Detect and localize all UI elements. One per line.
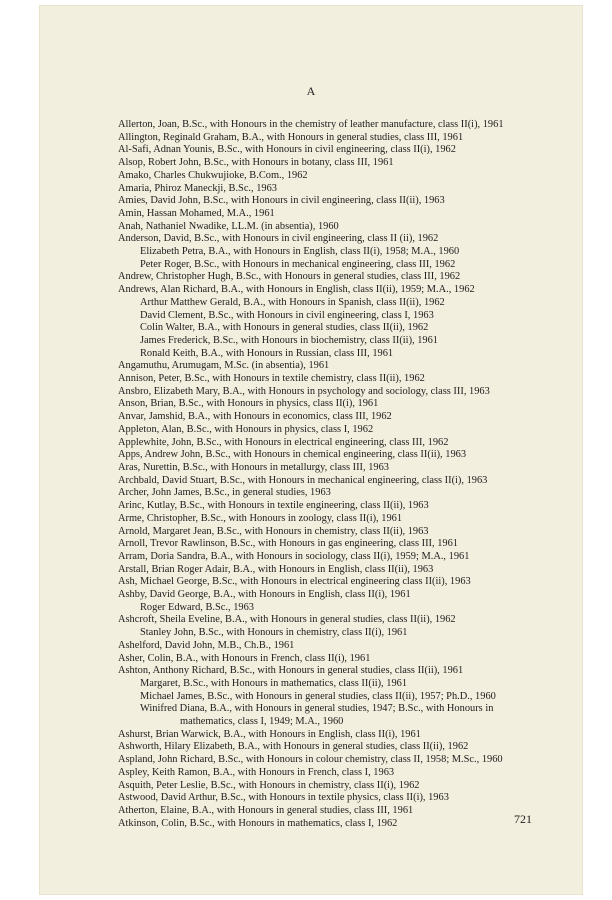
- list-item: Ash, Michael George, B.Sc., with Honours in electrical engineering class II(ii), 1963: [118, 576, 471, 588]
- list-item: Applewhite, John, B.Sc., with Honours in electrical engineering, class III, 1962: [118, 436, 449, 448]
- list-item: Ashelford, David John, M.B., Ch.B., 1961: [118, 639, 295, 651]
- document-page: [40, 6, 582, 894]
- sub-entry: Stanley John, B.Sc., with Honours in chemistry, class II(i), 1961: [140, 627, 408, 639]
- list-item: Arme, Christopher, B.Sc., with Honours in zoology, class II(i), 1961: [118, 512, 403, 524]
- list-item: Aspland, John Richard, B.Sc., with Honours in colour chemistry, class II, 1958; M.Sc., 1960: [118, 754, 503, 766]
- sub-entry: Roger Edward, B.Sc., 1963: [140, 601, 254, 613]
- list-item: Atkinson, Colin, B.Sc., with Honours in mathematics, class I, 1962: [118, 817, 398, 829]
- list-item: Appleton, Alan, B.Sc., with Honours in physics, class I, 1962: [118, 423, 374, 435]
- list-item: Anvar, Jamshid, B.A., with Honours in economics, class III, 1962: [118, 411, 392, 423]
- list-item: Ashcroft, Sheila Eveline, B.A., with Honours in general studies, class II(ii), 1962: [118, 614, 456, 626]
- list-item: Amaria, Phiroz Maneckji, B.Sc., 1963: [118, 182, 278, 194]
- list-item: Alsop, Robert John, B.Sc., with Honours in botany, class III, 1961: [118, 157, 394, 169]
- list-item: Apps, Andrew John, B.Sc., with Honours in chemical engineering, class II(ii), 1963: [118, 449, 467, 461]
- list-item: Asher, Colin, B.A., with Honours in French, class II(i), 1961: [118, 652, 371, 664]
- list-item: Atherton, Elaine, B.A., with Honours in general studies, class III, 1961: [118, 804, 414, 816]
- sub-entry: David Clement, B.Sc., with Honours in civil engineering, class I, 1963: [140, 309, 434, 321]
- list-item: Anderson, David, B.Sc., with Honours in civil engineering, class II (ii), 1962: [118, 233, 439, 245]
- list-item: Amies, David John, B.Sc., with Honours in civil engineering, class II(ii), 1963: [118, 195, 445, 207]
- list-item: Arram, Doria Sandra, B.A., with Honours in sociology, class II(i), 1959; M.A., 1961: [118, 550, 470, 562]
- list-item: Anson, Brian, B.Sc., with Honours in physics, class II(i), 1961: [118, 398, 379, 410]
- register-entries: [118, 119, 550, 830]
- sub-entry: Michael James, B.Sc., with Honours in general studies, class II(ii), 1957; Ph.D., 1960: [140, 690, 496, 702]
- list-item: Annison, Peter, B.Sc., with Honours in textile chemistry, class II(ii), 1962: [118, 373, 425, 385]
- list-item: Amin, Hassan Mohamed, M.A., 1961: [118, 207, 275, 219]
- list-item: Ansbro, Elizabeth Mary, B.A., with Honours in psychology and sociology, class III, 1963: [118, 385, 490, 397]
- sub-entry: Peter Roger, B.Sc., with Honours in mechanical engineering, class III, 1962: [140, 258, 456, 270]
- list-item: Aras, Nurettin, B.Sc., with Honours in metallurgy, class III, 1963: [118, 461, 389, 473]
- list-item: Arinc, Kutlay, B.Sc., with Honours in textile engineering, class II(ii), 1963: [118, 500, 429, 512]
- list-item: Arstall, Brian Roger Adair, B.A., with Honours in English, class II(ii), 1963: [118, 563, 434, 575]
- list-item: Aspley, Keith Ramon, B.A., with Honours in French, class I, 1963: [118, 766, 395, 778]
- sub-entry: James Frederick, B.Sc., with Honours in biochemistry, class II(ii), 1961: [140, 334, 439, 346]
- page-number: 721: [514, 812, 532, 826]
- sub-entry: Margaret, B.Sc., with Honours in mathematics, class II(ii), 1961: [140, 677, 408, 689]
- list-item: Amako, Charles Chukwujioke, B.Com., 1962: [118, 169, 308, 181]
- list-item: Astwood, David Arthur, B.Sc., with Honours in textile physics, class II(i), 1963: [118, 792, 449, 804]
- list-item: Ashworth, Hilary Elizabeth, B.A., with Honours in general studies, class II(ii), 1962: [118, 741, 469, 753]
- sub-entry: Winifred Diana, B.A., with Honours in general studies, 1947; B.Sc., with Honours in mathematics, class I, 1949; M.A., 1960: [140, 703, 494, 728]
- list-item: Andrew, Christopher Hugh, B.Sc., with Honours in general studies, class III, 1962: [118, 271, 461, 283]
- list-item: Andrews, Alan Richard, B.A., with Honours in English, class II(ii), 1959; M.A., 1962: [118, 284, 475, 296]
- list-item: Ashton, Anthony Richard, B.Sc., with Honours in general studies, class II(ii), 1961: [118, 665, 464, 677]
- list-item: Allerton, Joan, B.Sc., with Honours in the chemistry of leather manufacture, class II(i), 1961: [118, 119, 504, 130]
- sub-entry: Ronald Keith, B.A., with Honours in Russian, class III, 1961: [140, 347, 394, 359]
- list-item: Ashby, David George, B.A., with Honours in English, class II(i), 1961: [118, 589, 411, 601]
- sub-entry: Elizabeth Petra, B.A., with Honours in English, class II(i), 1958; M.A., 1960: [140, 246, 460, 258]
- list-item: Angamuthu, Arumugam, M.Sc. (in absentia), 1961: [118, 360, 330, 372]
- list-item: Asquith, Peter Leslie, B.Sc., with Honours in chemistry, class II(i), 1962: [118, 779, 420, 791]
- list-item: Archer, John James, B.Sc., in general studies, 1963: [118, 487, 331, 499]
- list-item: Ashurst, Brian Warwick, B.A., with Honours in English, class II(i), 1961: [118, 728, 421, 740]
- sub-entry: Colin Walter, B.A., with Honours in general studies, class II(ii), 1962: [140, 322, 429, 334]
- section-letter: A: [306, 84, 316, 98]
- list-item: Al-Safi, Adnan Younis, B.Sc., with Honours in civil engineering, class II(i), 1962: [118, 144, 456, 156]
- list-item: Allington, Reginald Graham, B.A., with Honours in general studies, class III, 1961: [118, 131, 464, 143]
- list-item: Arnold, Margaret Jean, B.Sc., with Honours in chemistry, class II(ii), 1963: [118, 525, 429, 537]
- list-item: Anah, Nathaniel Nwadike, LL.M. (in absentia), 1960: [118, 220, 339, 232]
- sub-entry: Arthur Matthew Gerald, B.A., with Honours in Spanish, class II(ii), 1962: [140, 296, 445, 308]
- list-item: Archbald, David Stuart, B.Sc., with Honours in mechanical engineering, class II(i), 1963: [118, 474, 488, 486]
- list-item: Arnoll, Trevor Rawlinson, B.Sc., with Honours in gas engineering, class III, 1961: [118, 538, 458, 550]
